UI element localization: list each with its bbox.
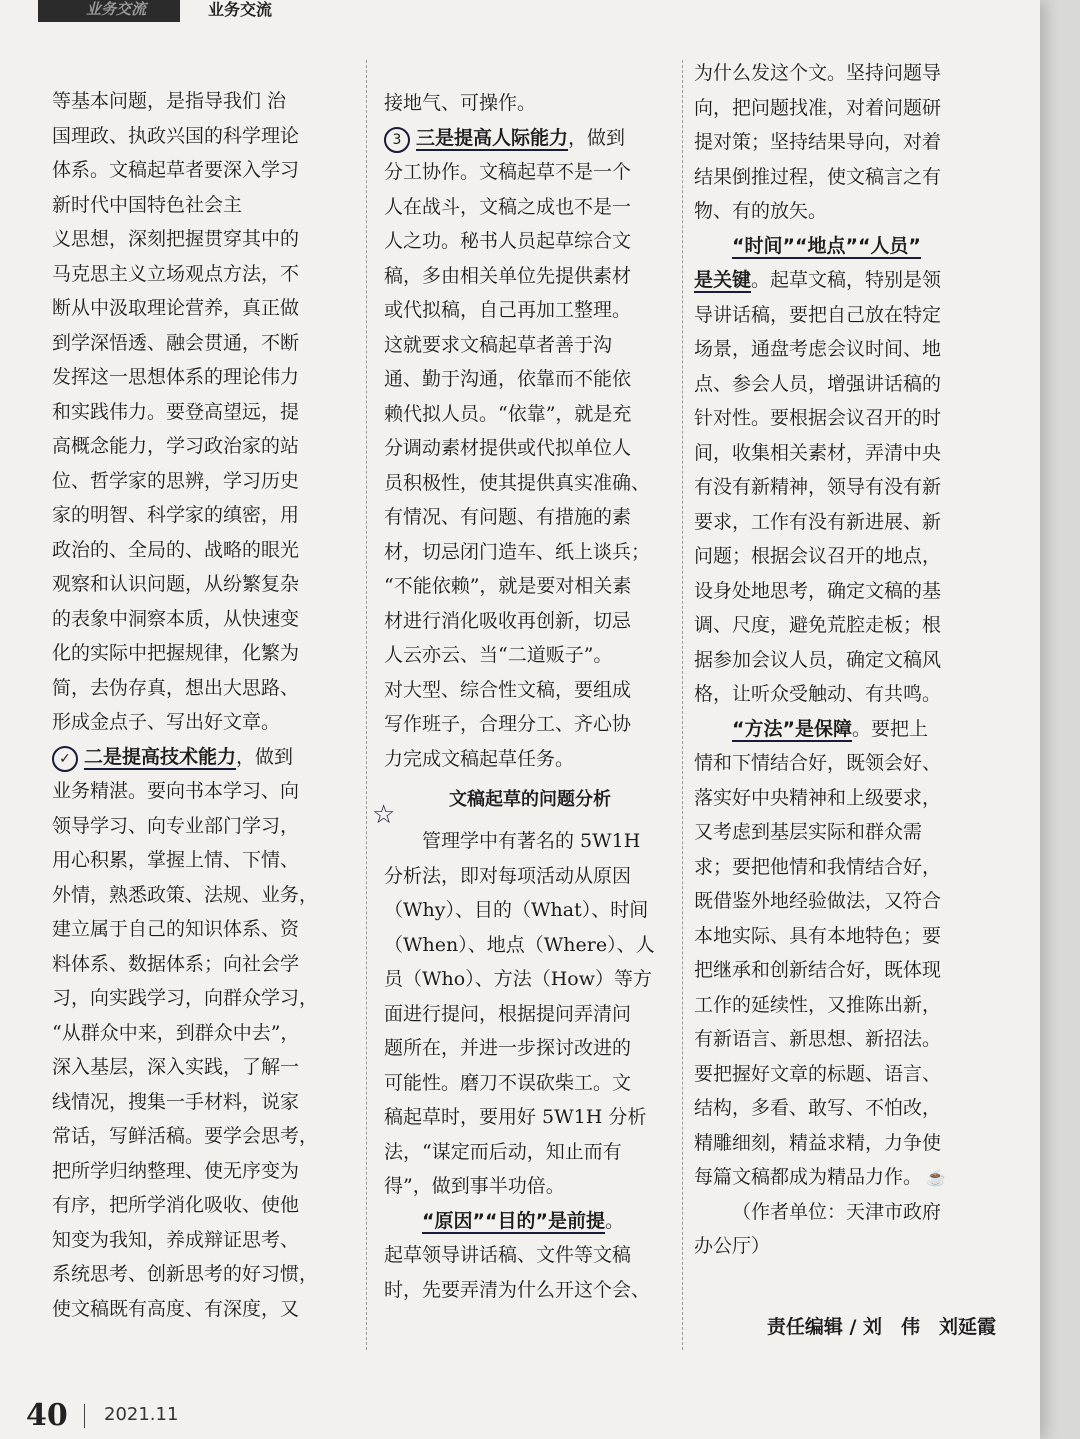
text-line: 用心积累，掌握上情、下情、 <box>52 849 300 871</box>
header-tab <box>38 0 180 22</box>
text-line: 发挥这一思想体系的理论伟力 <box>52 366 300 388</box>
text-line: 位、哲学家的思辨，学习历史 <box>52 469 300 492</box>
text-line: 分调动素材提供或代拟单位人 <box>384 437 632 459</box>
text-line: 深入基层，深入实践，了解一 <box>52 1056 300 1078</box>
text-line: 求；要把他情和我情结合好， <box>694 855 942 878</box>
author-affiliation: 办公厅） <box>694 1235 771 1257</box>
text-line: 起草领导讲话稿、文件等文稿 <box>384 1244 632 1266</box>
text-line: 人在战斗，文稿之成也不是一 <box>384 195 632 218</box>
text-line: 接地气、可操作。 <box>384 92 537 114</box>
text-line: 和实践伟力。要登高望远，提 <box>52 400 300 423</box>
text-line: 可能性。磨刀不误砍柴工。文 <box>384 1071 632 1094</box>
text-line: 义思想，深刻把握贯穿其中的 <box>52 228 300 250</box>
text-line: 得”，做到事半功倍。 <box>384 1175 565 1197</box>
text-line: 或代拟稿，自己再加工整理。 <box>384 299 632 321</box>
text-line: 场景，通盘考虑会议时间、地 <box>694 338 942 360</box>
text-line: 情和下情结合好，既领会好、 <box>694 752 942 774</box>
text-line: 落实好中央精神和上级要求， <box>694 786 942 809</box>
text-line: 常话，写鲜活稿。要学会思考， <box>52 1125 319 1147</box>
text-line: 观察和认识问题，从纷繁复杂 <box>52 573 300 595</box>
text-line: 高概念能力，学习政治家的站 <box>52 435 300 457</box>
text-line: 外情，熟悉政策、法规、业务， <box>52 883 319 906</box>
column-2 <box>384 86 676 1307</box>
text-line: 点、参会人员，增强讲话稿的 <box>694 372 942 395</box>
text-line: 向，把问题找准，对着问题研 <box>694 96 942 119</box>
column-divider <box>682 60 683 1350</box>
text-line: “不能依赖”，就是要对相关素 <box>384 575 632 597</box>
text-line: 管理学中有著名的 5W1H <box>422 830 641 852</box>
responsible-editor: 责任编辑 / 刘 伟 刘延霞 <box>766 1316 996 1338</box>
text-line: 到学深悟透、融会贯通，不断 <box>52 331 300 354</box>
heading-keyword: 三是提高人际能力 <box>416 126 569 149</box>
text-line: 政治的、全局的、战略的眼光 <box>52 538 300 561</box>
text-line: 稿起草时，要用好 5W1H 分析 <box>384 1106 647 1128</box>
text-line: 稿，多由相关单位先提供素材 <box>384 264 632 287</box>
text-line: 把所学归纳整理、使无序变为 <box>52 1159 300 1182</box>
text-line: 通、勤于沟通，依靠而不能依 <box>384 368 632 390</box>
text-line: 简，去伪存真，想出大思路、 <box>52 676 300 699</box>
column-3 <box>694 56 1024 1264</box>
text-line: 为什么发这个文。坚持问题导 <box>694 62 942 84</box>
text-line: 又考虑到基层实际和群众需 <box>694 821 923 843</box>
keyword-line <box>694 263 1024 298</box>
section-label: 业务交流 <box>208 0 273 19</box>
keyword-rest: 。要把上 <box>851 717 928 740</box>
keyword-line <box>694 712 1024 747</box>
text-line: 对大型、综合性文稿，要组成 <box>384 678 632 701</box>
text-line: 结果倒推过程，使文稿言之有 <box>694 165 942 188</box>
text-line: 赖代拟人员。“依靠”，就是充 <box>384 402 632 425</box>
author-affiliation: （作者单位：天津市政府 <box>732 1200 942 1223</box>
text-line: 线情况，搜集一手材料，说家 <box>52 1090 300 1113</box>
text-line: （When）、地点（Where）、人 <box>384 933 655 956</box>
keyword-method: “方法”是保障 <box>732 717 852 740</box>
keyword-time-place-people: “时间”“地点”“人员” <box>732 234 921 257</box>
text-line: 人云亦云、当“二道贩子”。 <box>384 644 613 666</box>
text-line: 据参加会议人员，确定文稿风 <box>694 648 942 671</box>
text-line: 把继承和创新结合好，既体现 <box>694 959 942 981</box>
text-line: 面进行提问，根据提问弄清问 <box>384 1002 632 1025</box>
text-line: 导讲话稿，要把自己放在特定 <box>694 303 942 326</box>
text-line: 问题；根据会议召开的地点， <box>694 545 942 567</box>
text-line: 针对性。要根据会议召开的时 <box>694 407 942 429</box>
text-line: 料体系、数据体系；向社会学 <box>52 952 300 975</box>
heading-suffix: ，做到 <box>236 745 294 768</box>
keyword-end: 。 <box>604 1209 624 1232</box>
text-line: 分工协作。文稿起草不是一个 <box>384 161 632 183</box>
text-line: 业务精湛。要向书本学习、向 <box>52 780 300 802</box>
column-1 <box>52 84 342 1326</box>
text-line: （Why）、目的（What）、时间 <box>384 899 649 921</box>
text-line: 体系。文稿起草者要深入学习 <box>52 159 300 181</box>
page-number: 40 <box>26 1398 68 1433</box>
issue-date: 2021.11 <box>104 1404 179 1425</box>
text-line: 法，“谋定而后动，知止而有 <box>384 1140 622 1163</box>
keyword-line <box>384 1204 676 1239</box>
text-line: 的表象中洞察本质，从快速变 <box>52 607 300 630</box>
text-line: 有情况、有问题、有措施的素 <box>384 506 632 528</box>
text-line: 材进行消化吸收再创新，切忌 <box>384 609 632 632</box>
text-line: 本地实际、具有本地特色；要 <box>694 924 942 947</box>
text-line: 系统思考、创新思考的好习惯， <box>52 1263 319 1285</box>
heading-keyword: 二是提高技术能力 <box>84 745 237 768</box>
keyword-key: 是关键 <box>694 269 752 291</box>
text-line: 格，让听众受触动、有共鸣。 <box>694 683 942 705</box>
text-line: 结构，多看、敢写、不怕改， <box>694 1097 942 1119</box>
text-line: 有没有新精神，领导有没有新 <box>694 476 942 498</box>
text-line: 要把握好文章的标题、语言、 <box>694 1062 942 1085</box>
paragraph-heading <box>384 121 676 156</box>
paragraph-heading <box>52 740 342 775</box>
text-line: 工作的延续性，又推陈出新， <box>694 993 942 1016</box>
text-line: 要求，工作有没有新进展、新 <box>694 510 942 533</box>
check-marker-icon: ✓ <box>52 746 78 772</box>
text-line: 员（Who）、方法（How）等方 <box>384 968 652 990</box>
text-line: 人之功。秘书人员起草综合文 <box>384 230 632 252</box>
text-line: 精雕细刻，精益求精，力争使 <box>694 1131 942 1154</box>
text-line: 时，先要弄清为什么开这个会、 <box>384 1278 651 1301</box>
column-divider <box>366 60 367 1350</box>
text-line: 设身处地思考，确定文稿的基 <box>694 579 942 602</box>
text-line: 有序，把所学消化吸收、使他 <box>52 1194 300 1216</box>
keyword-reason-purpose: “原因”“目的”是前提 <box>422 1209 605 1232</box>
text-line: 这就要求文稿起草者善于沟 <box>384 333 613 356</box>
text-line: 力完成文稿起草任务。 <box>384 747 575 770</box>
heading-suffix: ，做到 <box>568 126 626 149</box>
text-line: 形成金点子、写出好文章。 <box>52 711 281 733</box>
footer-separator <box>84 1404 85 1428</box>
text-line: 国理政、执政兴国的科学理论 <box>52 124 300 147</box>
text-line: 建立属于自己的知识体系、资 <box>52 918 300 940</box>
text-line: 既借鉴外地经验做法，又符合 <box>694 890 942 912</box>
text-line: 员积极性，使其提供真实准确、 <box>384 471 651 494</box>
text-line: 使文稿既有高度、有深度，又 <box>52 1297 300 1320</box>
header-tab-text: 业务交流 <box>86 0 147 18</box>
text-line: 断从中汲取理论营养，真正做 <box>52 297 300 319</box>
text-line: 化的实际中把握规律，化繁为 <box>52 642 300 664</box>
text-line: 题所在，并进一步探讨改进的 <box>384 1037 632 1059</box>
text-line: 写作班子，合理分工、齐心协 <box>384 713 632 735</box>
keyword-rest: 。起草文稿，特别是领 <box>751 269 942 291</box>
text-line: 材，切忌闭门造车、纸上谈兵； <box>384 540 651 563</box>
text-line: 物、有的放矢。 <box>694 200 828 222</box>
section-subheading: 文稿起草的问题分析 <box>449 789 611 810</box>
text-line: 间，收集相关素材，弄清中央 <box>694 441 942 464</box>
keyword-line <box>694 229 1024 264</box>
number-marker-icon: 3 <box>384 127 410 153</box>
text-line: 有新语言、新思想、新招法。 <box>694 1028 942 1050</box>
text-line: 分析法，即对每项活动从原因 <box>384 864 632 887</box>
text-line: 提对策；坚持结果导向，对着 <box>694 131 942 153</box>
text-line: 习，向实践学习，向群众学习， <box>52 987 319 1009</box>
text-line: 家的明智、科学家的缜密，用 <box>52 504 300 526</box>
text-line: 每篇文稿都成为精品力作。 ☕ <box>694 1160 1024 1195</box>
text-line: 领导学习、向专业部门学习， <box>52 814 300 837</box>
text-line: 调、尺度，避免荒腔走板；根 <box>694 614 942 636</box>
text-line: 知变为我知，养成辩证思考、 <box>52 1228 300 1251</box>
text-line: 新时代中国特色社会主 <box>52 193 243 216</box>
text-line: 马克思主义立场观点方法，不 <box>52 262 300 285</box>
text-line: “从群众中来，到群众中去”， <box>52 1021 300 1044</box>
end-mark-cup-icon: ☕ <box>926 1168 946 1187</box>
text-line: 等基本问题，是指导我们 治 <box>52 90 287 112</box>
star-doodle-icon: ☆ <box>372 800 396 830</box>
